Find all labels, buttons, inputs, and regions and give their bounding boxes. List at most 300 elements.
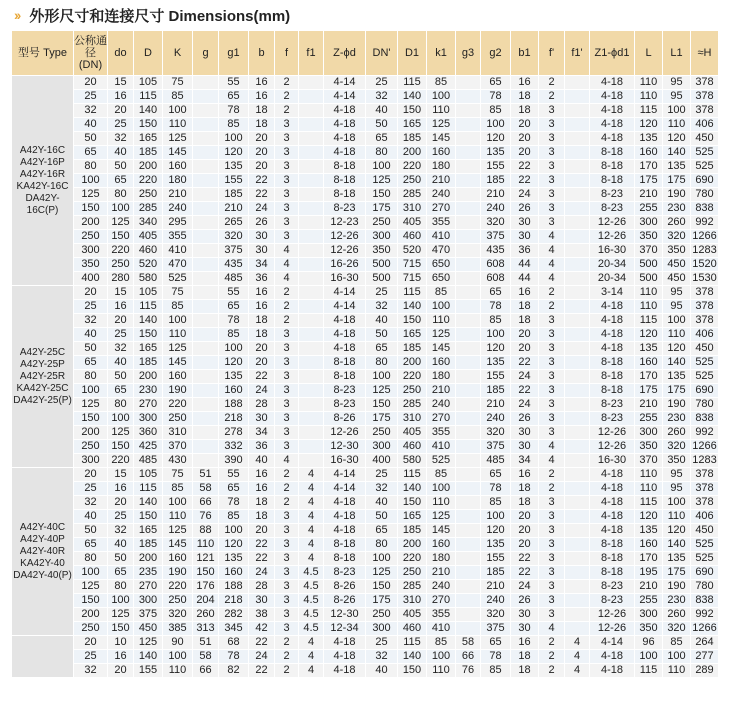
- table-cell: 16: [511, 286, 539, 300]
- table-cell: 85: [427, 636, 456, 650]
- table-cell: 110: [663, 664, 691, 678]
- table-cell: 110: [193, 538, 219, 552]
- table-cell: [565, 272, 590, 286]
- table-cell: 155: [134, 664, 163, 678]
- table-cell: 3: [275, 132, 299, 146]
- table-cell: 100: [635, 650, 663, 664]
- table-cell: [299, 202, 324, 216]
- table-cell: 8-18: [590, 146, 635, 160]
- table-cell: 90: [163, 636, 193, 650]
- table-cell: 16: [108, 482, 134, 496]
- table-cell: 30: [511, 426, 539, 440]
- table-cell: 16: [249, 468, 275, 482]
- table-cell: 18: [511, 300, 539, 314]
- table-cell: 190: [663, 188, 691, 202]
- table-cell: 500: [635, 258, 663, 272]
- chevron-double-right-icon: ››: [14, 7, 20, 23]
- table-row: [12, 622, 719, 636]
- table-cell: 110: [635, 468, 663, 482]
- table-cell: 18: [249, 104, 275, 118]
- table-cell: [299, 230, 324, 244]
- table-cell: 85: [663, 636, 691, 650]
- table-cell: 180: [427, 552, 456, 566]
- column-header: g2: [481, 31, 511, 76]
- table-cell: 4: [299, 468, 324, 482]
- table-row: [12, 118, 719, 132]
- table-cell: 50: [108, 160, 134, 174]
- table-cell: 300: [635, 426, 663, 440]
- table-cell: 40: [74, 510, 108, 524]
- table-cell: 170: [635, 552, 663, 566]
- table-cell: 125: [366, 566, 398, 580]
- table-cell: 300: [635, 216, 663, 230]
- table-cell: 115: [398, 636, 427, 650]
- table-cell: 285: [398, 398, 427, 412]
- table-cell: 24: [249, 384, 275, 398]
- table-cell: 50: [366, 328, 398, 342]
- table-cell: 4-18: [590, 132, 635, 146]
- table-cell: 18: [511, 650, 539, 664]
- table-row: [12, 300, 719, 314]
- table-row: [12, 440, 719, 454]
- table-cell: 355: [427, 608, 456, 622]
- table-cell: [456, 230, 481, 244]
- table-cell: 16: [249, 286, 275, 300]
- table-cell: 3: [539, 594, 565, 608]
- table-row: [12, 202, 719, 216]
- table-cell: 4-18: [590, 314, 635, 328]
- table-row: [12, 468, 719, 482]
- table-cell: 12-30: [324, 608, 366, 622]
- table-cell: [565, 244, 590, 258]
- table-cell: 65: [366, 342, 398, 356]
- table-cell: 125: [163, 342, 193, 356]
- table-cell: 50: [366, 510, 398, 524]
- table-cell: [456, 580, 481, 594]
- table-cell: 135: [635, 132, 663, 146]
- table-cell: 150: [366, 398, 398, 412]
- table-cell: 160: [635, 146, 663, 160]
- table-cell: 378: [691, 468, 719, 482]
- table-cell: 36: [249, 440, 275, 454]
- table-cell: 150: [74, 202, 108, 216]
- table-cell: 105: [134, 468, 163, 482]
- table-cell: 3: [275, 566, 299, 580]
- table-cell: 20: [108, 664, 134, 678]
- table-cell: [193, 146, 219, 160]
- table-cell: 115: [398, 286, 427, 300]
- table-row: [12, 552, 719, 566]
- table-cell: 405: [398, 216, 427, 230]
- table-cell: 425: [134, 440, 163, 454]
- table-cell: [456, 594, 481, 608]
- table-cell: 780: [691, 580, 719, 594]
- table-cell: 3: [275, 188, 299, 202]
- table-cell: 500: [635, 272, 663, 286]
- table-cell: 320: [481, 216, 511, 230]
- table-cell: 320: [663, 622, 691, 636]
- table-cell: 115: [398, 76, 427, 90]
- table-cell: [456, 510, 481, 524]
- table-cell: 32: [74, 664, 108, 678]
- table-cell: 470: [427, 244, 456, 258]
- table-cell: 30: [249, 594, 275, 608]
- table-cell: [565, 482, 590, 496]
- table-cell: 4.5: [299, 622, 324, 636]
- table-cell: 18: [249, 328, 275, 342]
- table-cell: [565, 566, 590, 580]
- table-cell: 525: [691, 552, 719, 566]
- table-cell: 140: [398, 90, 427, 104]
- table-cell: 76: [456, 664, 481, 678]
- table-cell: 16: [511, 636, 539, 650]
- table-cell: 135: [481, 356, 511, 370]
- table-cell: 20: [511, 524, 539, 538]
- table-cell: 36: [511, 244, 539, 258]
- table-cell: [193, 258, 219, 272]
- table-cell: 160: [219, 566, 249, 580]
- table-cell: 405: [398, 426, 427, 440]
- table-cell: 26: [511, 412, 539, 426]
- table-cell: 100: [366, 160, 398, 174]
- table-cell: 4-18: [590, 90, 635, 104]
- table-cell: [299, 412, 324, 426]
- table-cell: 255: [635, 594, 663, 608]
- table-cell: 4-18: [590, 468, 635, 482]
- table-cell: 3: [539, 216, 565, 230]
- table-cell: 406: [691, 118, 719, 132]
- table-cell: 58: [193, 482, 219, 496]
- table-cell: [456, 622, 481, 636]
- table-row: [12, 230, 719, 244]
- table-cell: 22: [511, 174, 539, 188]
- table-cell: 435: [219, 258, 249, 272]
- table-cell: 22: [249, 552, 275, 566]
- table-cell: 12-34: [324, 622, 366, 636]
- table-cell: 8-18: [324, 188, 366, 202]
- table-cell: 150: [134, 510, 163, 524]
- table-cell: 185: [219, 188, 249, 202]
- table-cell: 8-26: [324, 594, 366, 608]
- table-cell: [456, 552, 481, 566]
- table-cell: [565, 622, 590, 636]
- table-cell: 85: [481, 496, 511, 510]
- table-cell: 3: [539, 356, 565, 370]
- table-cell: 320: [481, 426, 511, 440]
- table-cell: 190: [163, 384, 193, 398]
- table-cell: 4: [539, 230, 565, 244]
- table-cell: 525: [163, 272, 193, 286]
- table-cell: 4-18: [324, 636, 366, 650]
- table-cell: 16: [108, 300, 134, 314]
- table-cell: 8-18: [590, 384, 635, 398]
- table-cell: [193, 286, 219, 300]
- table-cell: [456, 398, 481, 412]
- table-cell: 8-18: [590, 552, 635, 566]
- table-cell: [193, 370, 219, 384]
- table-cell: 32: [74, 314, 108, 328]
- table-cell: 4: [539, 622, 565, 636]
- column-header: 型号 Type: [12, 31, 74, 76]
- table-cell: [456, 440, 481, 454]
- table-cell: 78: [219, 314, 249, 328]
- table-cell: 8-23: [590, 188, 635, 202]
- table-cell: 160: [427, 146, 456, 160]
- table-cell: 8-18: [324, 370, 366, 384]
- table-cell: 20: [511, 328, 539, 342]
- table-cell: 100: [108, 412, 134, 426]
- table-cell: 4-18: [590, 664, 635, 678]
- table-cell: [565, 552, 590, 566]
- column-header: K: [163, 31, 193, 76]
- table-cell: 135: [219, 160, 249, 174]
- table-cell: 250: [108, 258, 134, 272]
- table-cell: 96: [635, 636, 663, 650]
- table-cell: 3: [275, 202, 299, 216]
- table-cell: 12-26: [324, 230, 366, 244]
- table-cell: 390: [219, 454, 249, 468]
- table-cell: 170: [635, 160, 663, 174]
- table-cell: 200: [74, 608, 108, 622]
- table-cell: [565, 216, 590, 230]
- table-cell: 44: [511, 272, 539, 286]
- table-cell: 75: [163, 468, 193, 482]
- table-cell: [193, 272, 219, 286]
- type-cell: A42Y-40C A42Y-40P A42Y-40R KA42Y-40 DA42Y-40(P): [12, 468, 74, 636]
- table-cell: 460: [398, 622, 427, 636]
- table-cell: [193, 342, 219, 356]
- table-cell: 18: [511, 90, 539, 104]
- table-cell: 34: [249, 426, 275, 440]
- table-cell: 2: [275, 636, 299, 650]
- table-cell: 16-30: [324, 272, 366, 286]
- table-cell: 250: [134, 188, 163, 202]
- table-cell: [456, 118, 481, 132]
- table-cell: [456, 314, 481, 328]
- table-cell: 12-26: [590, 230, 635, 244]
- table-cell: 175: [663, 566, 691, 580]
- table-cell: 780: [691, 398, 719, 412]
- table-cell: 4: [299, 510, 324, 524]
- table-cell: 18: [249, 496, 275, 510]
- table-cell: 3: [539, 496, 565, 510]
- table-cell: 32: [108, 342, 134, 356]
- table-cell: 185: [398, 342, 427, 356]
- table-cell: 25: [74, 650, 108, 664]
- table-cell: 230: [134, 384, 163, 398]
- table-cell: 115: [134, 482, 163, 496]
- table-cell: [565, 468, 590, 482]
- table-cell: 4.5: [299, 608, 324, 622]
- table-cell: [193, 174, 219, 188]
- table-cell: 26: [249, 216, 275, 230]
- table-cell: 525: [691, 160, 719, 174]
- table-cell: 135: [219, 552, 249, 566]
- table-cell: [299, 174, 324, 188]
- table-cell: 100: [219, 132, 249, 146]
- table-cell: [456, 328, 481, 342]
- table-cell: 3: [275, 356, 299, 370]
- table-cell: 66: [193, 664, 219, 678]
- table-cell: 580: [398, 454, 427, 468]
- table-cell: 100: [427, 482, 456, 496]
- table-cell: 270: [134, 398, 163, 412]
- table-cell: 200: [398, 538, 427, 552]
- table-cell: 2: [539, 76, 565, 90]
- table-cell: [299, 244, 324, 258]
- table-cell: 80: [108, 398, 134, 412]
- table-cell: 20: [511, 342, 539, 356]
- table-cell: 85: [163, 90, 193, 104]
- table-row: [12, 132, 719, 146]
- table-cell: 4-14: [324, 90, 366, 104]
- table-cell: 220: [398, 160, 427, 174]
- table-cell: 260: [663, 426, 691, 440]
- table-cell: 32: [74, 104, 108, 118]
- table-cell: 8-18: [590, 538, 635, 552]
- table-cell: [299, 160, 324, 174]
- table-cell: [299, 454, 324, 468]
- table-cell: 410: [427, 440, 456, 454]
- table-cell: 16: [108, 650, 134, 664]
- table-cell: 220: [163, 580, 193, 594]
- table-cell: 110: [427, 104, 456, 118]
- table-cell: 300: [635, 608, 663, 622]
- table-cell: [193, 300, 219, 314]
- table-cell: 3: [539, 510, 565, 524]
- table-cell: 410: [427, 230, 456, 244]
- table-cell: 4-18: [324, 496, 366, 510]
- table-cell: 580: [134, 272, 163, 286]
- table-cell: [299, 104, 324, 118]
- table-cell: 345: [219, 622, 249, 636]
- table-cell: [299, 300, 324, 314]
- table-cell: 525: [691, 370, 719, 384]
- table-cell: 120: [219, 538, 249, 552]
- table-cell: 125: [108, 216, 134, 230]
- table-cell: [193, 118, 219, 132]
- table-cell: 140: [134, 104, 163, 118]
- table-cell: 150: [134, 328, 163, 342]
- table-cell: 525: [427, 454, 456, 468]
- table-cell: 12-26: [324, 244, 366, 258]
- table-cell: 378: [691, 104, 719, 118]
- table-cell: 20: [74, 636, 108, 650]
- table-cell: 125: [427, 510, 456, 524]
- table-cell: 34: [511, 454, 539, 468]
- table-cell: [565, 398, 590, 412]
- table-cell: 8-18: [324, 538, 366, 552]
- table-cell: 58: [193, 650, 219, 664]
- table-cell: 310: [398, 594, 427, 608]
- table-cell: 145: [427, 524, 456, 538]
- table-cell: 3: [539, 524, 565, 538]
- table-cell: 100: [663, 314, 691, 328]
- table-cell: 185: [481, 384, 511, 398]
- table-cell: [299, 314, 324, 328]
- table-cell: [299, 328, 324, 342]
- table-cell: 150: [398, 104, 427, 118]
- column-header: g1: [219, 31, 249, 76]
- table-cell: 2: [275, 76, 299, 90]
- table-cell: 300: [134, 412, 163, 426]
- table-cell: 125: [108, 608, 134, 622]
- table-cell: 4-18: [590, 118, 635, 132]
- table-cell: [299, 90, 324, 104]
- table-cell: 24: [511, 580, 539, 594]
- table-cell: 435: [481, 244, 511, 258]
- table-cell: 78: [219, 104, 249, 118]
- table-cell: 450: [663, 272, 691, 286]
- table-cell: 250: [398, 174, 427, 188]
- table-cell: 250: [163, 412, 193, 426]
- table-cell: [299, 118, 324, 132]
- table-cell: 78: [219, 650, 249, 664]
- table-cell: 185: [481, 174, 511, 188]
- column-header: D1: [398, 31, 427, 76]
- table-cell: 250: [74, 440, 108, 454]
- table-cell: 838: [691, 594, 719, 608]
- table-cell: 95: [663, 468, 691, 482]
- table-row: [12, 342, 719, 356]
- table-row: [12, 636, 719, 650]
- table-cell: 350: [663, 244, 691, 258]
- table-cell: 100: [481, 510, 511, 524]
- column-header: ≈H: [691, 31, 719, 76]
- table-row: [12, 496, 719, 510]
- table-cell: 4: [565, 664, 590, 678]
- table-cell: 100: [663, 496, 691, 510]
- table-cell: 100: [163, 104, 193, 118]
- table-cell: 160: [635, 356, 663, 370]
- table-cell: 18: [249, 314, 275, 328]
- table-cell: 165: [134, 132, 163, 146]
- table-cell: 375: [481, 622, 511, 636]
- table-cell: 8-18: [324, 552, 366, 566]
- table-cell: 4: [539, 258, 565, 272]
- table-cell: [299, 426, 324, 440]
- table-cell: [456, 188, 481, 202]
- table-cell: 3: [275, 370, 299, 384]
- table-cell: 105: [134, 286, 163, 300]
- table-cell: 313: [193, 622, 219, 636]
- table-cell: 185: [134, 356, 163, 370]
- table-cell: 150: [193, 566, 219, 580]
- table-cell: 375: [481, 230, 511, 244]
- table-cell: 110: [163, 328, 193, 342]
- table-cell: 160: [219, 384, 249, 398]
- table-cell: 26: [511, 594, 539, 608]
- table-cell: 100: [427, 650, 456, 664]
- table-cell: [565, 104, 590, 118]
- table-cell: 4-18: [324, 104, 366, 118]
- table-cell: 40: [366, 664, 398, 678]
- table-cell: 110: [635, 286, 663, 300]
- table-cell: 4: [539, 454, 565, 468]
- table-cell: 210: [427, 174, 456, 188]
- table-cell: 500: [366, 272, 398, 286]
- table-cell: 220: [108, 244, 134, 258]
- table-cell: 4-18: [590, 482, 635, 496]
- table-cell: 65: [219, 300, 249, 314]
- table-cell: 355: [163, 230, 193, 244]
- table-cell: 100: [108, 202, 134, 216]
- table-cell: 8-23: [324, 566, 366, 580]
- table-cell: 210: [635, 580, 663, 594]
- table-cell: 100: [663, 104, 691, 118]
- table-cell: 85: [427, 76, 456, 90]
- table-cell: 450: [663, 258, 691, 272]
